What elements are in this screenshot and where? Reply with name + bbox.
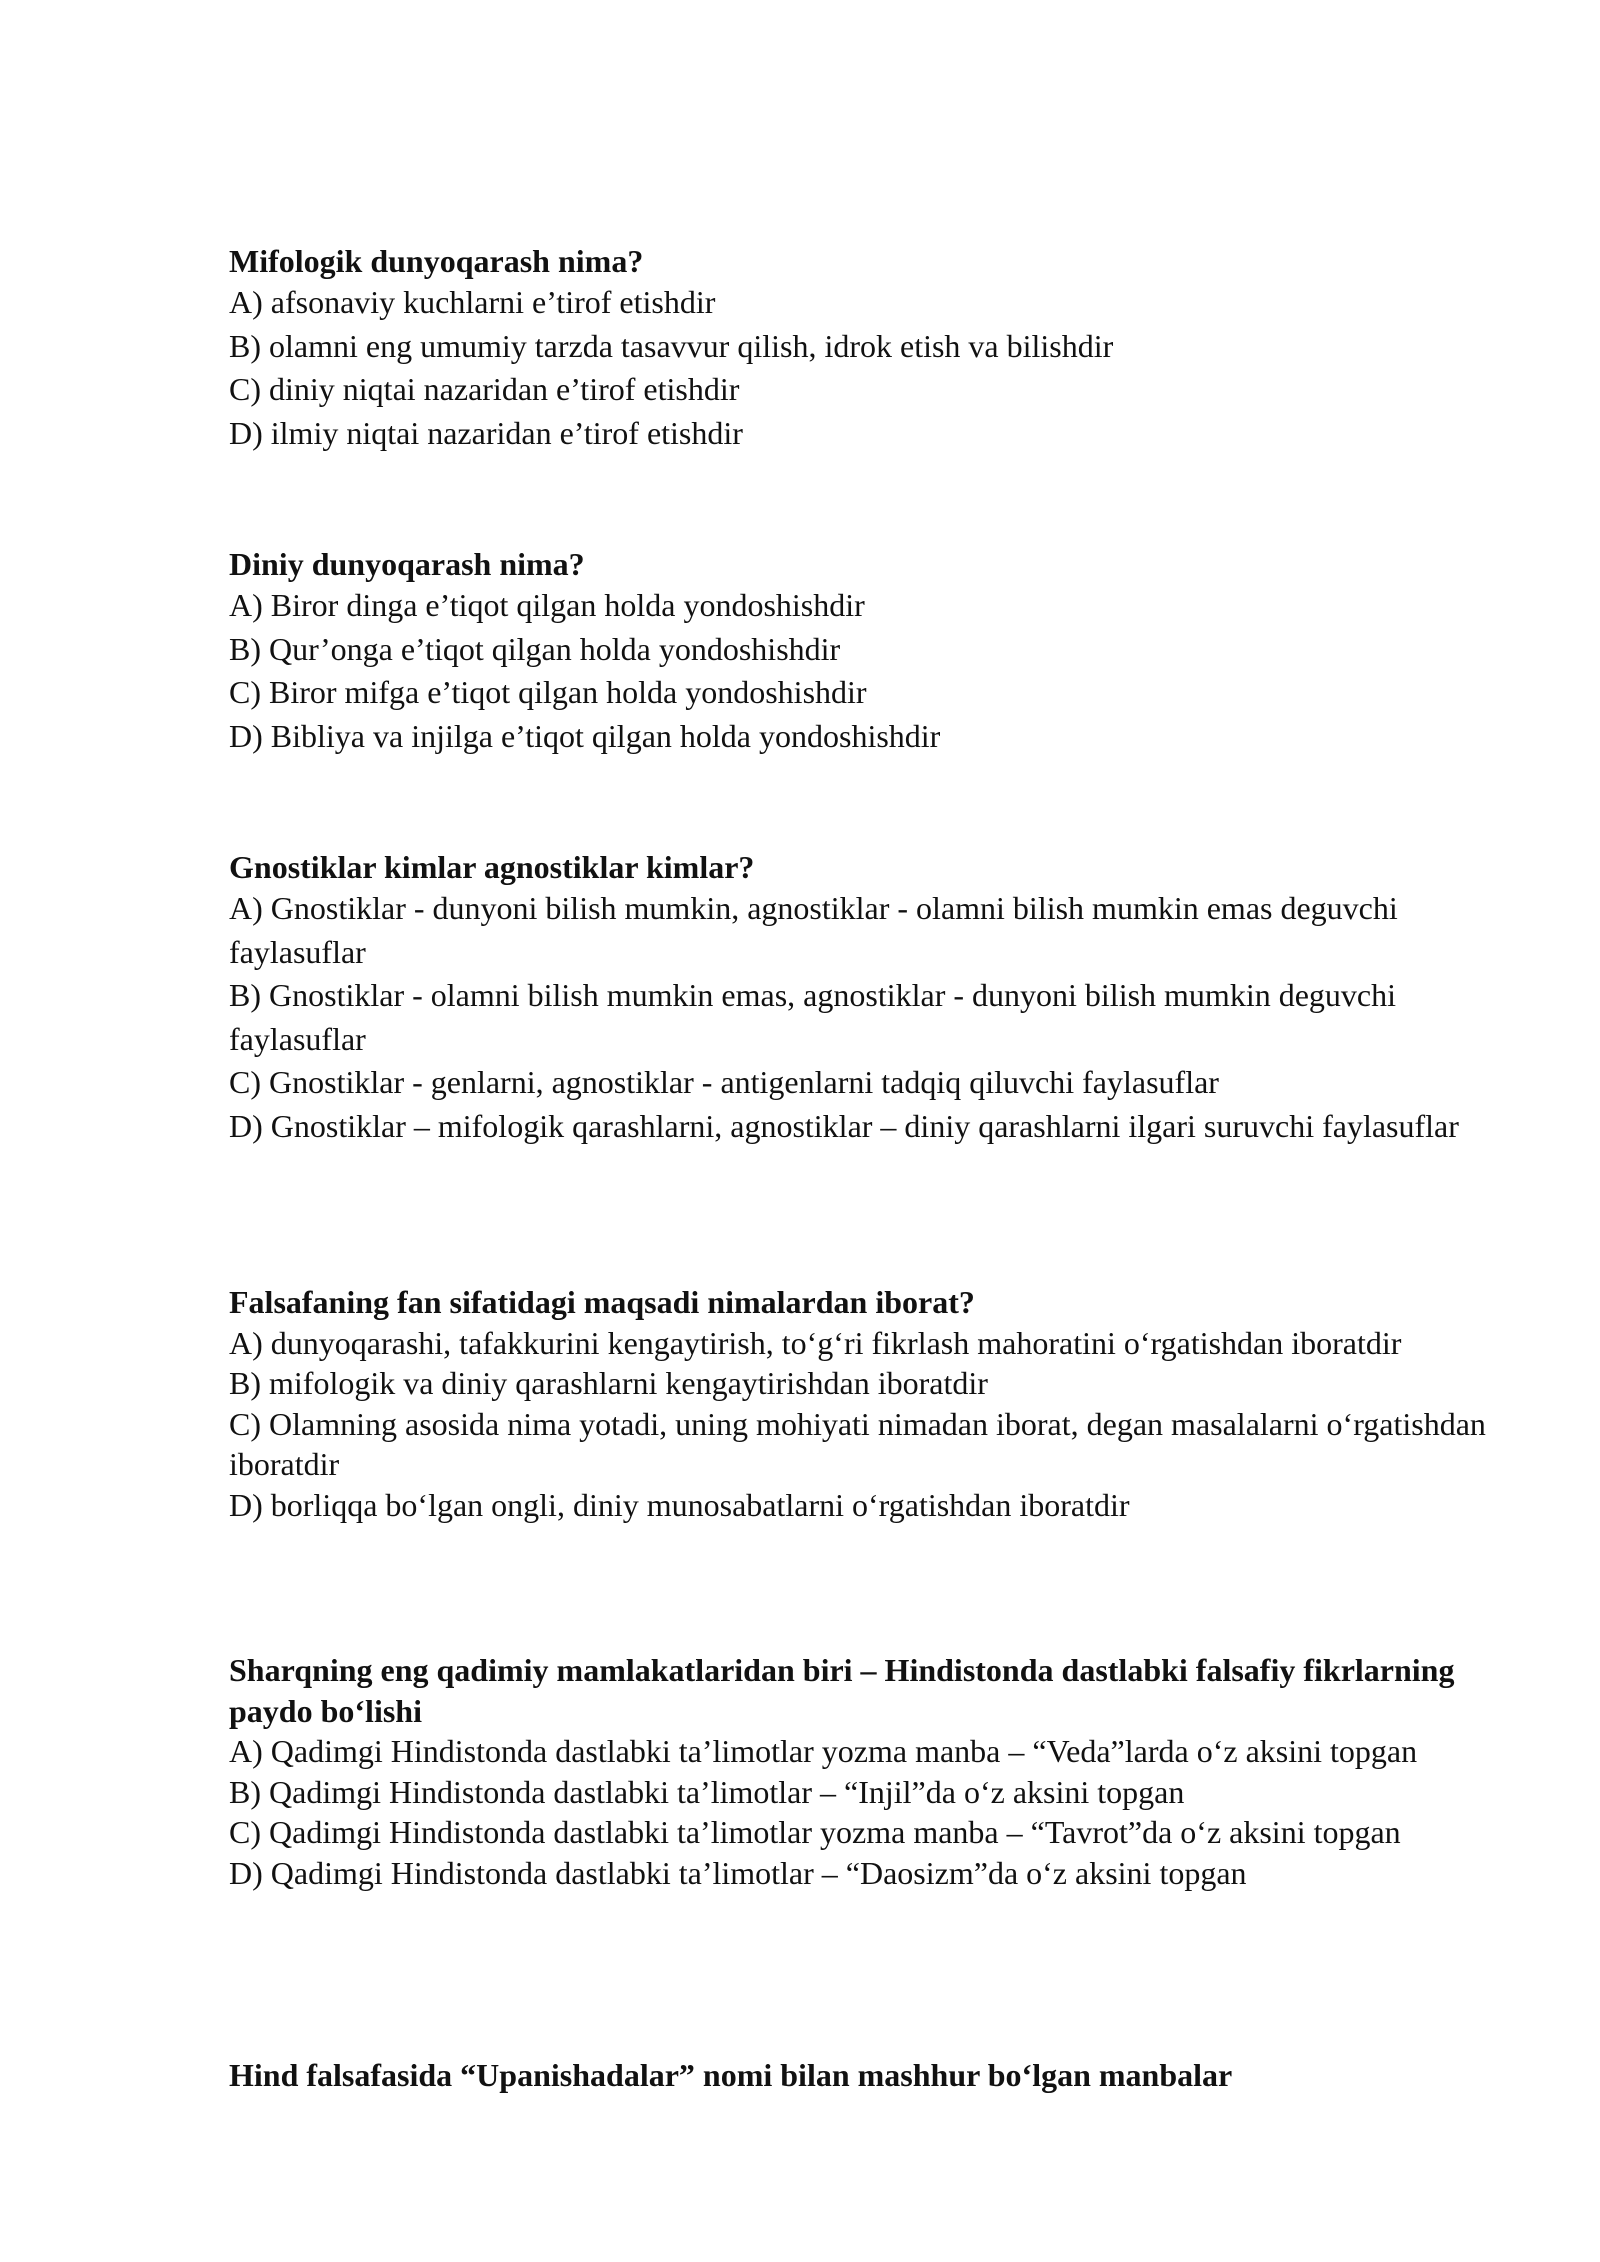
answer-option-d: D) Qadimgi Hindistonda dastlabki ta’limotlar – “Daosizm”da o‘z aksini topgan bbox=[229, 1854, 1247, 1891]
question-block-1 bbox=[229, 241, 1486, 455]
answer-option-d: D) Gnostiklar – mifologik qarashlarni, agnostiklar – diniy qarashlarni ilgari suruvchi faylasuflar bbox=[229, 1107, 1459, 1144]
answer-option-b: B) Gnostiklar - olamni bilish mumkin emas, agnostiklar - dunyoni bilish mumkin deguvchi faylasuflar bbox=[229, 977, 1396, 1057]
question-title: Hind falsafasida “Upanishadalar” nomi bilan mashhur bo‘lgan manbalar bbox=[229, 2057, 1233, 2093]
question-title: Mifologik dunyoqarash nima? bbox=[229, 243, 644, 279]
answer-option-a: A) Qadimgi Hindistonda dastlabki ta’limotlar yozma manba – “Veda”larda o‘z aksini topgan bbox=[229, 1733, 1418, 1769]
question-title: Diniy dunyoqarash nima? bbox=[229, 546, 585, 582]
answer-option-c: C) diniy niqtai nazaridan e’tirof etishdir bbox=[229, 371, 740, 407]
answer-option-b: B) mifologik va diniy qarashlarni kengaytirishdan iboratdir bbox=[229, 1365, 988, 1401]
answer-option-b: B) olamni eng umumiy tarzda tasavvur qilish, idrok etish va bilishdir bbox=[229, 327, 1114, 364]
question-title: Gnostiklar kimlar agnostiklar kimlar? bbox=[229, 849, 755, 885]
answer-option-a: A) Biror dinga e’tiqot qilgan holda yondoshishdir bbox=[229, 587, 865, 623]
answer-option-a: A) afsonaviy kuchlarni e’tirof etishdir bbox=[229, 284, 716, 320]
answer-option-c: C) Gnostiklar - genlarni, agnostiklar - antigenlarni tadqiq qiluvchi faylasuflar bbox=[229, 1064, 1219, 1100]
answer-option-c: C) Biror mifga e’tiqot qilgan holda yondoshishdir bbox=[229, 674, 867, 710]
question-block-2 bbox=[229, 544, 1486, 758]
answer-option-c: C) Olamning asosida nima yotadi, uning mohiyati nimadan iborat, degan masalalarni o‘rgatishdan iboratdir bbox=[229, 1405, 1486, 1482]
answer-option-b: B) Qadimgi Hindistonda dastlabki ta’limotlar – “Injil”da o‘z aksini topgan bbox=[229, 1773, 1185, 1810]
question-block-5 bbox=[229, 1650, 1486, 1893]
question-block-4 bbox=[229, 1282, 1486, 1525]
question-title: Falsafaning fan sifatidagi maqsadi nimalardan iborat? bbox=[229, 1284, 975, 1320]
question-title: Sharqning eng qadimiy mamlakatlaridan biri – Hindistonda dastlabki falsafiy fikrlarning paydo bo‘lishi bbox=[229, 1652, 1455, 1729]
answer-option-b: B) Qur’onga e’tiqot qilgan holda yondoshishdir bbox=[229, 630, 841, 667]
answer-option-d: D) ilmiy niqtai nazaridan e’tirof etishdir bbox=[229, 414, 743, 451]
question-block-6 bbox=[229, 2055, 1486, 2096]
question-block-3 bbox=[229, 847, 1486, 1148]
answer-option-d: D) borliqqa bo‘lgan ongli, diniy munosabatlarni o‘rgatishdan iboratdir bbox=[229, 1486, 1130, 1523]
answer-option-c: C) Qadimgi Hindistonda dastlabki ta’limotlar yozma manba – “Tavrot”da o‘z aksini topgan bbox=[229, 1814, 1401, 1850]
answer-option-a: A) dunyoqarashi, tafakkurini kengaytirish, to‘g‘ri fikrlash mahoratini o‘rgatishdan iboratdir bbox=[229, 1324, 1402, 1361]
answer-option-a: A) Gnostiklar - dunyoni bilish mumkin, agnostiklar - olamni bilish mumkin emas deguvchi faylasuflar bbox=[229, 890, 1398, 970]
answer-option-d: D) Bibliya va injilga e’tiqot qilgan holda yondoshishdir bbox=[229, 717, 941, 754]
